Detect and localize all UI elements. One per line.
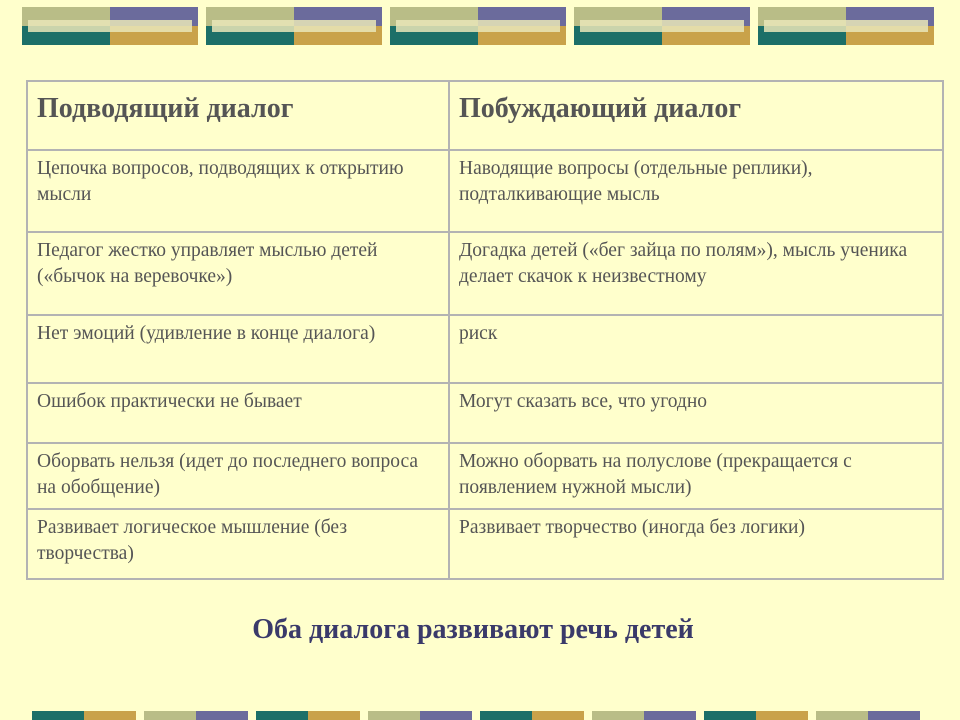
table-cell: Цепочка вопросов, подводящих к открытию мысли bbox=[27, 150, 449, 232]
decor-tile bbox=[32, 711, 136, 720]
decor-tile bbox=[144, 711, 248, 720]
top-decorative-band bbox=[0, 7, 960, 45]
decor-tile bbox=[816, 711, 920, 720]
decor-tile bbox=[758, 7, 934, 45]
table-cell: Нет эмоций (удивление в конце диалога) bbox=[27, 315, 449, 383]
decor-tile bbox=[22, 7, 198, 45]
decor-tile bbox=[368, 711, 472, 720]
table-cell: риск bbox=[449, 315, 943, 383]
table-cell: Развивает логическое мышление (без творчества) bbox=[27, 509, 449, 579]
decor-tile bbox=[256, 711, 360, 720]
table-cell: Можно оборвать на полуслове (прекращается с появлением нужной мысли) bbox=[449, 443, 943, 509]
table-cell: Оборвать нельзя (идет до последнего вопроса на обобщение) bbox=[27, 443, 449, 509]
decor-tile bbox=[480, 711, 584, 720]
bottom-decorative-band bbox=[0, 711, 960, 720]
table-cell: Педагог жестко управляет мыслью детей («бычок на веревочке») bbox=[27, 232, 449, 315]
table-row bbox=[27, 509, 943, 579]
decor-tile bbox=[390, 7, 566, 45]
table-cell: Ошибок практически не бывает bbox=[27, 383, 449, 443]
summary-statement: Оба диалога развивают речь детей bbox=[252, 614, 694, 645]
table-row bbox=[27, 150, 943, 232]
table-row bbox=[27, 315, 943, 383]
decor-tile bbox=[592, 711, 696, 720]
table-cell: Догадка детей («бег зайца по полям»), мысль ученика делает скачок к неизвестному bbox=[449, 232, 943, 315]
table-row bbox=[27, 232, 943, 315]
header-prompting-dialogue: Побуждающий диалог bbox=[449, 81, 943, 150]
table-row bbox=[27, 443, 943, 509]
table-cell: Наводящие вопросы (отдельные реплики), подталкивающие мысль bbox=[449, 150, 943, 232]
decor-tile bbox=[206, 7, 382, 45]
table-cell: Могут сказать все, что угодно bbox=[449, 383, 943, 443]
header-leading-dialogue: Подводящий диалог bbox=[27, 81, 449, 150]
decor-tile bbox=[704, 711, 808, 720]
table-header-row bbox=[27, 81, 943, 150]
table-row bbox=[27, 383, 943, 443]
decor-tile bbox=[574, 7, 750, 45]
table-cell: Развивает творчество (иногда без логики) bbox=[449, 509, 943, 579]
comparison-table bbox=[26, 80, 944, 580]
